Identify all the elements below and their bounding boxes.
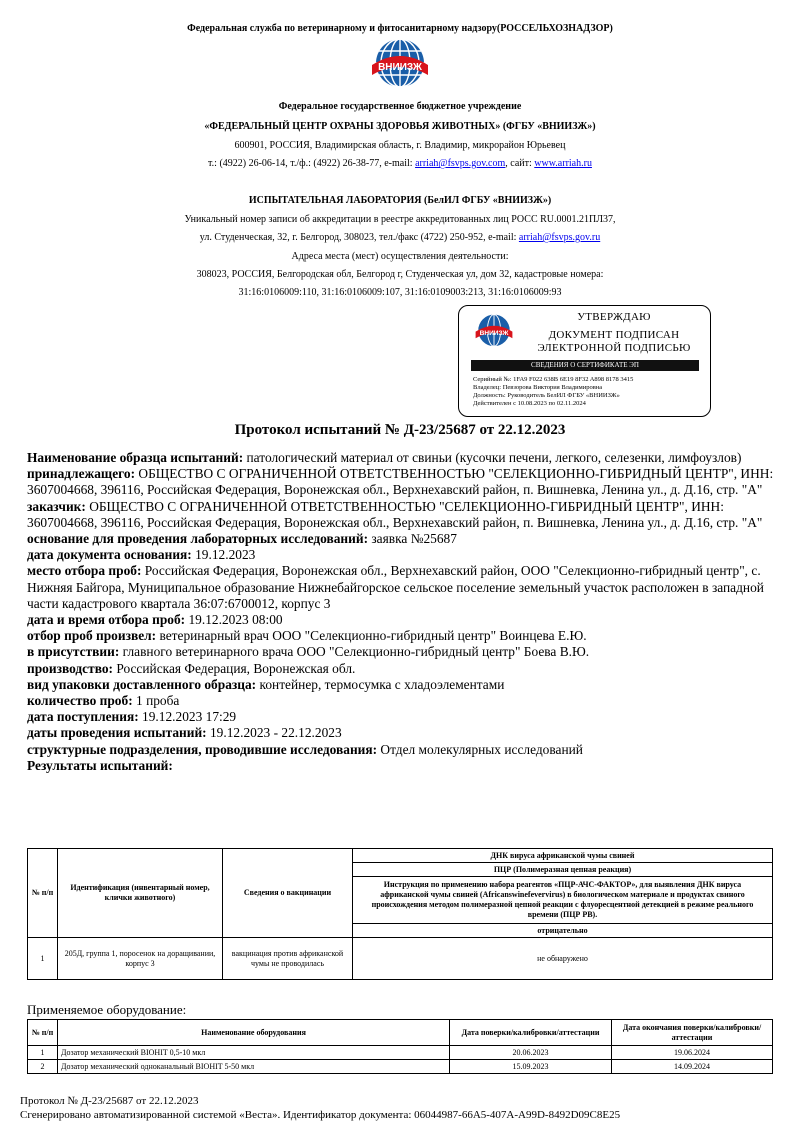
stamp-signed-2: ЭЛЕКТРОННОЙ ПОДПИСЬЮ [537, 342, 691, 354]
field-label: даты проведения испытаний: [27, 725, 207, 741]
page-footer [20, 1094, 620, 1122]
field-item [27, 725, 782, 741]
field-value: Отдел молекулярных исследований [377, 741, 583, 757]
lab-email-link[interactable]: arriah@fsvps.gov.ru [518, 232, 601, 243]
protocol-title: Протокол испытаний № Д-23/25687 от 22.12.2023 [234, 422, 566, 438]
eq-col-end: Дата окончания поверки/калибровки/аттестации [612, 1020, 773, 1046]
field-label: в присутствии: [27, 644, 120, 660]
field-label: Результаты испытаний: [27, 757, 173, 773]
col-identification: Идентификация (инвентарный номер, клички животного) [58, 849, 223, 938]
field-label: производство: [27, 660, 113, 676]
field-label: принадлежащего: [27, 466, 136, 482]
equipment-caption: Применяемое оборудование: [27, 1002, 187, 1017]
field-value: главного ветеринарного врача ООО "Селекционно-гибридный центр" Боева В.Ю. [119, 644, 590, 660]
field-item [27, 677, 782, 693]
lab-name: ИСПЫТАТЕЛЬНАЯ ЛАБОРАТОРИЯ (БелИЛ ФГБУ «ВНИИЗЖ») [248, 195, 552, 206]
places-line2: 31:16:0106009:110, 31:16:0106009:107, 31:16:0109003:213, 31:16:0106009:93 [238, 287, 562, 298]
col-num: № п/п [28, 849, 58, 938]
field-value: 19.12.2023 17:29 [138, 709, 237, 725]
footer-generated: Сгенерировано автоматизированной системой «Веста». Идентификатор документа: 06044987-66A5-407A-A99D-8492D09C8E25 [20, 1109, 621, 1121]
field-item [27, 466, 782, 498]
field-label: место отбора проб: [27, 563, 142, 579]
test-instruction: Инструкция по применению набора реагентов «ПЦР-АЧС-ФАКТОР», для выявления ДНК вируса африканской чумы свиней (Africanswinefevervirus) в биологическом материале и продуктах свиного происхождения методом полимеразной цепной реакции с флуоресцентной детекцией в режиме реального времени (ПЦР РВ). [353, 877, 773, 924]
eq-end: 19.06.2024 [612, 1046, 773, 1060]
footer-protocol: Протокол № Д-23/25687 от 22.12.2023 [20, 1095, 199, 1107]
site-prefix: , сайт: [505, 158, 535, 169]
field-item [27, 499, 782, 531]
field-value: 19.12.2023 - 22.12.2023 [206, 725, 342, 741]
site-link[interactable]: www.arriah.ru [534, 158, 592, 169]
eq-col-num: № п/п [28, 1020, 58, 1046]
vniizh-logo [365, 37, 435, 97]
protocol-fields [27, 450, 782, 774]
field-value: заявка №25687 [368, 531, 457, 547]
eq-date: 20.06.2023 [450, 1046, 612, 1060]
field-label: вид упаковки доставленного образца: [27, 676, 257, 692]
institution-type: Федеральное государственное бюджетное учреждение [278, 101, 522, 112]
stamp-serial: Серийный №: 1FA9 F022 638B 6E19 8F32 A898 8178 3415 [473, 376, 634, 383]
lab-address [0, 231, 800, 245]
row-identification: 205Д, группа 1, поросенок на доращивании, корпус 3 [58, 938, 223, 980]
lab-address-text: ул. Студенческая, 32, г. Белгород, 308023, тел./факс (4722) 250-952, e-mail: [199, 232, 519, 243]
field-item [27, 661, 782, 677]
eq-num: 1 [28, 1046, 58, 1060]
test-target: ДНК вируса африканской чумы свиней [353, 849, 773, 863]
institution-name: «ФЕДЕРАЛЬНЫЙ ЦЕНТР ОХРАНЫ ЗДОРОВЬЯ ЖИВОТНЫХ» (ФГБУ «ВНИИЗЖ») [204, 121, 596, 132]
row-num: 1 [28, 938, 58, 980]
field-label: основание для проведения лабораторных исследований: [27, 531, 369, 547]
field-value: Российская Федерация, Воронежская обл., Верхнехавский район, ООО "Селекционно-гибридный центр", с. Нижняя Байгора, Муниципальное образование Нижнебайгорское сельское поселение земельный участок расположен в западной части кадастрового квартала 36:07:6700012, корпус 3 [27, 563, 764, 611]
eq-name: Дозатор механический BIOHIT 0,5-10 мкл [58, 1046, 450, 1060]
table-row [28, 1060, 773, 1074]
table-row [28, 1046, 773, 1060]
stamp-cert-header: СВЕДЕНИЯ О СЕРТИФИКАТЕ ЭП [471, 360, 699, 371]
field-value: ветеринарный врач ООО "Селекционно-гибридный центр" Воинцева Е.Ю. [156, 628, 587, 644]
e-signature-stamp [458, 305, 711, 417]
logo-text: ВНИИЗЖ [378, 62, 422, 73]
field-item [27, 612, 782, 628]
stamp-logo-text: ВНИИЗЖ [479, 329, 509, 337]
places-line1: 308023, РОССИЯ, Белгородская обл, Белгород г, Студенческая ул, дом 32, кадастровые номера: [196, 269, 604, 280]
stamp-approve: УТВЕРЖДАЮ [577, 311, 651, 323]
field-label: структурные подразделения, проводившие исследования: [27, 741, 378, 757]
field-item [27, 758, 782, 774]
eq-num: 2 [28, 1060, 58, 1074]
field-item [27, 742, 782, 758]
eq-date: 15.09.2023 [450, 1060, 612, 1074]
field-item [27, 450, 782, 466]
stamp-position: Должность: Руководитель БелИЛ ФГБУ «ВНИИЗЖ» [473, 392, 620, 399]
test-norm: отрицательно [353, 924, 773, 938]
accreditation: Уникальный номер записи об аккредитации в реестре аккредитованных лиц РОСС RU.0001.21ПЛ37, [184, 214, 616, 225]
equipment-table [27, 1019, 773, 1074]
field-item [27, 563, 782, 612]
stamp-signed-1: ДОКУМЕНТ ПОДПИСАН [548, 329, 680, 341]
test-method: ПЦР (Полимеразная цепная реакция) [353, 863, 773, 877]
field-label: отбор проб произвел: [27, 628, 157, 644]
institution-address: 600901, РОССИЯ, Владимирская область, г. Владимир, микрорайон Юрьевец [234, 140, 566, 151]
field-value: контейнер, термосумка с хладоэлементами [256, 676, 505, 692]
row-result: не обнаружено [353, 938, 773, 980]
field-label: дата поступления: [27, 709, 139, 725]
field-value: 19.12.2023 08:00 [185, 612, 283, 628]
contacts-text: т.: (4922) 26-06-14, т./ф.: (4922) 26-38-77, e-mail: [208, 158, 416, 169]
field-value: Российская Федерация, Воронежская обл. [113, 660, 356, 676]
field-value: патологический материал от свиньи (кусочки печени, легкого, селезенки, лимфоузлов) [243, 450, 742, 465]
field-item [27, 709, 782, 725]
field-value: 1 проба [132, 693, 180, 709]
col-vaccination: Сведения о вакцинации [223, 849, 353, 938]
table-row [28, 938, 773, 980]
field-item [27, 644, 782, 660]
eq-col-date: Дата поверки/калибровки/аттестации [450, 1020, 612, 1046]
stamp-valid: Действителен с 10.08.2023 по 02.11.2024 [473, 400, 586, 407]
field-label: дата и время отбора проб: [27, 612, 186, 628]
agency-name: Федеральная служба по ветеринарному и фитосанитарному надзору(РОССЕЛЬХОЗНАДЗОР) [187, 23, 613, 34]
results-table [27, 848, 773, 980]
stamp-logo [471, 312, 517, 354]
field-value: 19.12.2023 [191, 547, 256, 563]
field-label: заказчик: [27, 498, 86, 514]
eq-col-name: Наименование оборудования [58, 1020, 450, 1046]
field-label: Наименование образца испытаний: [27, 450, 244, 465]
field-item [27, 547, 782, 563]
field-label: количество проб: [27, 693, 133, 709]
field-value: ОБЩЕСТВО С ОГРАНИЧЕННОЙ ОТВЕТСТВЕННОСТЬЮ "СЕЛЕКЦИОННО-ГИБРИДНЫЙ ЦЕНТР", ИНН: 3607004668, 396116, Российская Федерация, Воронежская обл., Верхнехавский район, п. Вишневка, Ленина ул., д. Д.16, стр. "А" [27, 498, 763, 530]
institution-contacts [0, 157, 800, 171]
field-item [27, 693, 782, 709]
field-value: ОБЩЕСТВО С ОГРАНИЧЕННОЙ ОТВЕТСТВЕННОСТЬЮ "СЕЛЕКЦИОННО-ГИБРИДНЫЙ ЦЕНТР", ИНН: 3607004668, 396116, Российская Федерация, Воронежская обл., Верхнехавский район, п. Вишневка, Ленина ул., д. Д.16, стр. "А" [27, 466, 774, 498]
field-label: дата документа основания: [27, 547, 192, 563]
stamp-owner: Владелец: Певзорова Виктория Владимировна [473, 384, 603, 391]
email-link[interactable]: arriah@fsvps.gov.com [415, 158, 506, 169]
eq-name: Дозатор механический одноканальный BIOHIT 5-50 мкл [58, 1060, 450, 1074]
field-item [27, 628, 782, 644]
places-title: Адреса места (мест) осуществления деятельности: [291, 251, 509, 262]
eq-end: 14.09.2024 [612, 1060, 773, 1074]
field-item [27, 531, 782, 547]
row-vaccination: вакцинация против африканской чумы не проводилась [223, 938, 353, 980]
